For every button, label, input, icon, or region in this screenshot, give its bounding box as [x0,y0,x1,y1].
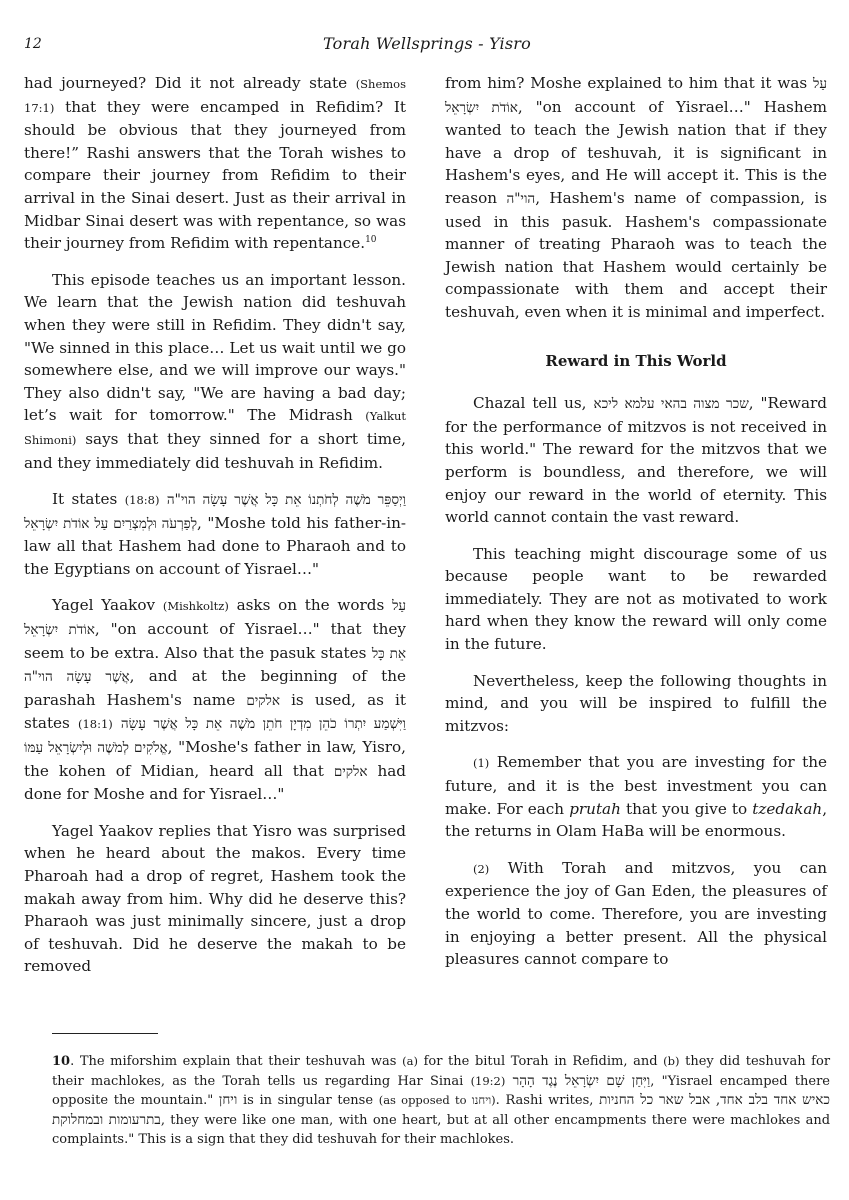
left-column [24,72,406,992]
footnote-marker: 10 [365,235,377,246]
paragraph: Chazal tell us, שכר מצוה בהאי עלמא ליכא, "Reward for the performance of mitzvos is not received in this world." The reward for the mitzvos that we perform is boundless, and therefore, we will enjoy our reward in the world of eternity. This world cannot contain the vast reward. [445,394,827,527]
footnote-divider [52,1033,158,1034]
page-header [24,36,830,56]
running-title: Torah Wellsprings - Yisro [323,34,531,53]
footnote-number: 10 [52,1054,71,1069]
paragraph: Nevertheless, keep the following thoughts in mind, and you will be inspired to fulfill the mitzvos: [445,671,827,735]
paragraph: Yagel Yaakov replies that Yisro was surprised when he heard about the makos. Every time Pharoah had a drop of regret, Hashem took the makah away from him. Why did he deserve this? Pharaoh was just minimally sincere, just a drop of teshuvah. Did he deserve the makah to be removed [24,821,406,976]
paragraph: This teaching might discourage some of us because people want to be rewarded immediately. They are not as motivated to work hard when they know the reward will only come in the future. [445,544,827,654]
paragraph: had journeyed? Did it not already state (Shemos 17:1) that they were encamped in Refidim? It should be obvious that they journeyed from there!” Rashi answers that the Torah wishes to compare their journey from Refidim to their arrival in the Sinai desert. Just as their arrival in Midbar Sinai desert was with repentance, so was their journey from Refidim with repentance.$^{10}$ [24,74,407,253]
hebrew-quote: וַיִּשְׁמַע יִתְרוֹ כֹהֵן מִדְיָן חֹתֵן מֹשֶׁה אֵת כָּל אֲשֶׁר עָשָׂה אֱלֹקִים לְמֹשֶׁה וּלְיִשְׂרָאֵל עַמּוֹ [24,716,406,757]
right-column [445,72,827,985]
paragraph: It states (18:8) וַיְסַפֵּר מֹשֶׁה לְחֹתְנוֹ אֵת כָּל אֲשֶׁר עָשָׂה הוי"ה לְפַרְעֹה וּלְמִצְרַיִם עַל אוֹדֹת יִשְׂרָאֵל, "Moshe told his father-in-law all that Hashem had done to Pharaoh and to the Egyptians on account of Yisrael…" [24,490,407,578]
list-item: (2) With Torah and mitzvos, you can experience the joy of Gan Eden, the pleasures of the world to come. Therefore, you are investing in enjoying a better present. All the physical pleasures cannot compare to [445,858,828,969]
list-item: (1) Remember that you are investing for the future, and it is the best investment you can make. For each prutah that you give to tzedakah, the returns in Olam HaBa will be enormous. [445,753,828,841]
page-number: 12 [24,36,42,52]
section-heading: Reward in This World [545,351,727,370]
paragraph: Yagel Yaakov (Mishkoltz) asks on the words עַל אוֹדֹת יִשְׂרָאֵל, "on account of Yisrael…" that they seem to be extra. Also that the pasuk states אֵת כָּל אֲשֶׁר עָשָׂה הוי"ה, and at the beginning of the parashah Hashem's name אלקים is used, as it states (18:1) וַיִּשְׁמַע יִתְרוֹ כֹהֵן מִדְיָן חֹתֵן מֹשֶׁה אֵת כָּל אֲשֶׁר עָשָׂה אֱלֹקִים לְמֹשֶׁה וּלְיִשְׂרָאֵל עַמּוֹ, "Moshe's father in law, Yisro, the kohen of Midian, heard all that אלקים had done for Moshe and for Yisrael…" [24,596,407,804]
paragraph: This episode teaches us an important lesson. We learn that the Jewish nation did teshuvah when they were still in Refidim. They didn't say, "We sinned in this place… Let us wait until we go somewhere else, and we will improve our ways." They also didn't say, "We are having a bad day; let’s wait for tomorrow." The Midrash (Yalkut Shimoni) says that they sinned for a short time, and they immediately did teshuvah in Refidim. [24,270,407,472]
hebrew-quote: וַיְסַפֵּר מֹשֶׁה לְחֹתְנוֹ אֵת כָּל אֲשֶׁר עָשָׂה הוי"ה לְפַרְעֹה וּלְמִצְרַיִם עַל אוֹדֹת יִשְׂרָאֵל [24,492,407,532]
footnote: 10. The miforshim explain that their teshuvah was (a) for the bitul Torah in Refidim, and (b) they did teshuvah for their machlokes, as the Torah tells us regarding Har Sinai (19:2) וַיִּחַן שָׁם יִשְׂרָאֵל נֶגֶד הָהָר, "Yisrael encamped there opposite the mountain." ויחן is in singular tense (as opposed to ויחנו). Rashi writes, כאיש אחד בלב אחד, אבל שאר כל החניות בתרעומות ובמחלוקת, they were like one man, with one heart, but at all other encampments there were machlokes and complaints." This is a sign that they did teshuvah for their machlokes. [52,1054,831,1147]
paragraph: from him? Moshe explained to him that it was עַל אוֹדֹת יִשְׂרָאֵל, "on account of Yisrael…" Hashem wanted to teach the Jewish nation that if they have a drop of teshuvah, it is significant in Hashem's eyes, and He will accept it. This is the reason הוי"ה, Hashem's name of compassion, is used in this pasuk. Hashem's compassionate manner of treating Pharaoh was to teach the Jewish nation that Hashem would certainly be compassionate with them and accept their teshuvah, even when it is minimal and imperfect. [445,74,828,321]
